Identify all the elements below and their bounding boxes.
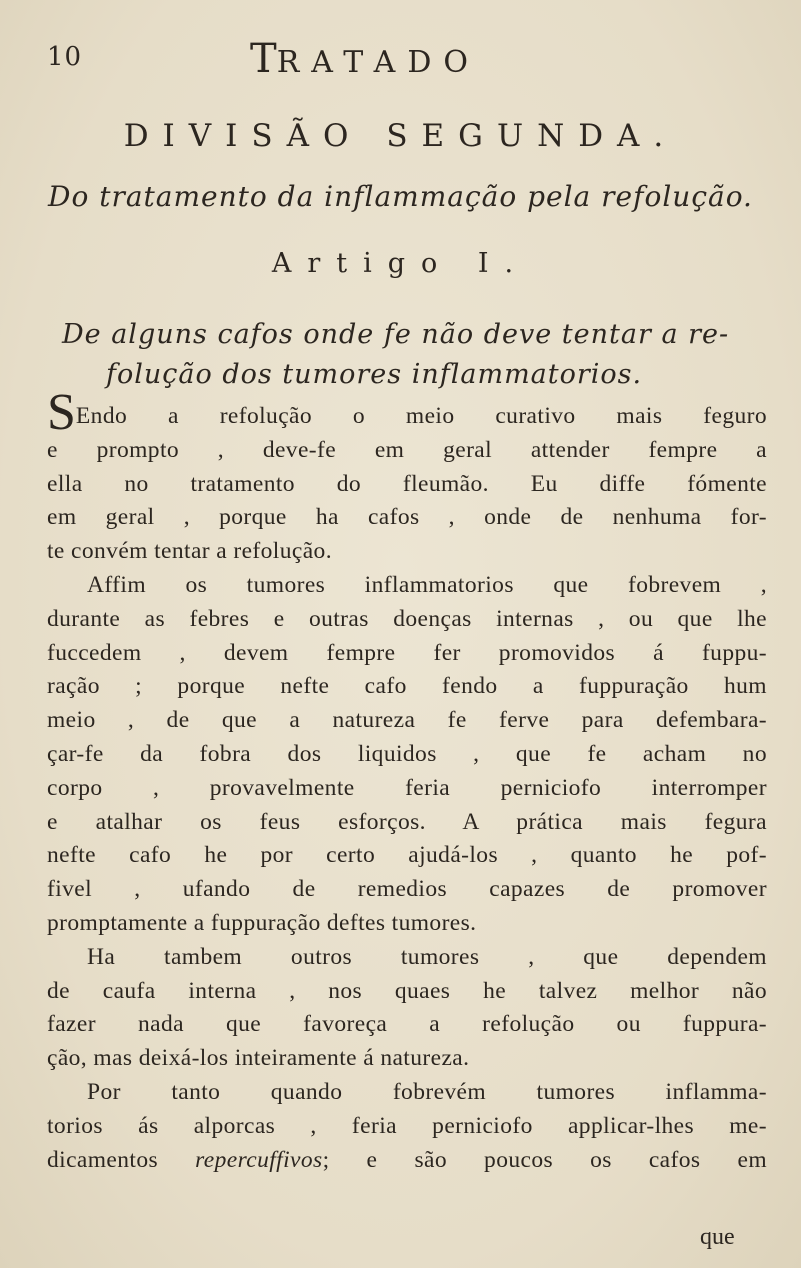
- text-line: ração ; porque nefte cafo fendo a fuppuração hum: [47, 673, 767, 700]
- text-line: Affim os tumores inflammatorios que fobrevem ,: [87, 571, 767, 598]
- text-line: de caufa interna , nos quaes he talvez melhor não: [47, 977, 767, 1004]
- text-line: fuccedem , devem fempre fer promovidos á fuppu-: [47, 639, 767, 666]
- text-line: dicamentos repercuffivos; e são poucos os cafos em: [47, 1146, 768, 1173]
- text-line: SEndo a refolução o meio curativo mais feguro: [47, 384, 767, 441]
- text-line: e prompto , deve-fe em geral attender fempre a: [47, 436, 767, 463]
- text-line: torios ás alporcas , feria perniciofo applicar-lhes me-: [47, 1112, 767, 1139]
- text-line: nefte cafo he por certo ajudá-los , quanto he pof-: [47, 842, 767, 869]
- text-line: meio , de que a natureza fe ferve para defembara-: [47, 707, 767, 734]
- text-line: ção, mas deixá-los inteiramente á natureza.: [47, 1045, 470, 1072]
- text-line: fivel , ufando de remedios capazes de promover: [47, 876, 767, 903]
- section-subtitle: Do tratamento da inflammação pela refolução.: [48, 180, 753, 213]
- text-line: em geral , porque ha cafos , onde de nenhuma for-: [47, 504, 767, 531]
- running-title-rest: RATADO: [276, 45, 480, 80]
- running-title-initial: T: [250, 36, 277, 82]
- text-line: ella no tratamento do fleumão. Eu diffe fómente: [47, 470, 767, 497]
- text-line: fazer nada que favoreça a refolução ou fuppura-: [47, 1011, 767, 1038]
- text-line: durante as febres e outras doenças internas , ou que lhe: [47, 605, 767, 632]
- text-line: corpo , provavelmente feria perniciofo interromper: [47, 774, 767, 801]
- body-text: [47, 384, 768, 1177]
- page-number: 10: [47, 42, 83, 72]
- text-line: te convém tentar a refolução.: [47, 538, 332, 565]
- article-title: [62, 315, 762, 395]
- text-line: promptamente a fuppuração deftes tumores.: [47, 909, 477, 936]
- running-title: [250, 36, 580, 82]
- division-heading: DIVISÃO SEGUNDA.: [123, 118, 678, 154]
- article-title-line-1: De alguns cafos onde fe não deve tentar a re-: [62, 319, 730, 350]
- article-heading: Artigo I.: [271, 248, 530, 279]
- text-line: Por tanto quando fobrevém tumores inflamma-: [87, 1078, 767, 1105]
- italic-word: repercuffivos: [195, 1146, 323, 1173]
- text-line: çar-fe da fobra dos liquidos , que fe acham no: [47, 740, 767, 767]
- catchword: que: [700, 1224, 735, 1250]
- drop-cap: S: [47, 384, 76, 441]
- text-line: e atalhar os feus esforços. A prática mais fegura: [47, 808, 767, 835]
- text-line: Ha tambem outros tumores , que dependem: [87, 943, 767, 970]
- article-title-line-2: folução dos tumores inflammatorios.: [106, 359, 643, 390]
